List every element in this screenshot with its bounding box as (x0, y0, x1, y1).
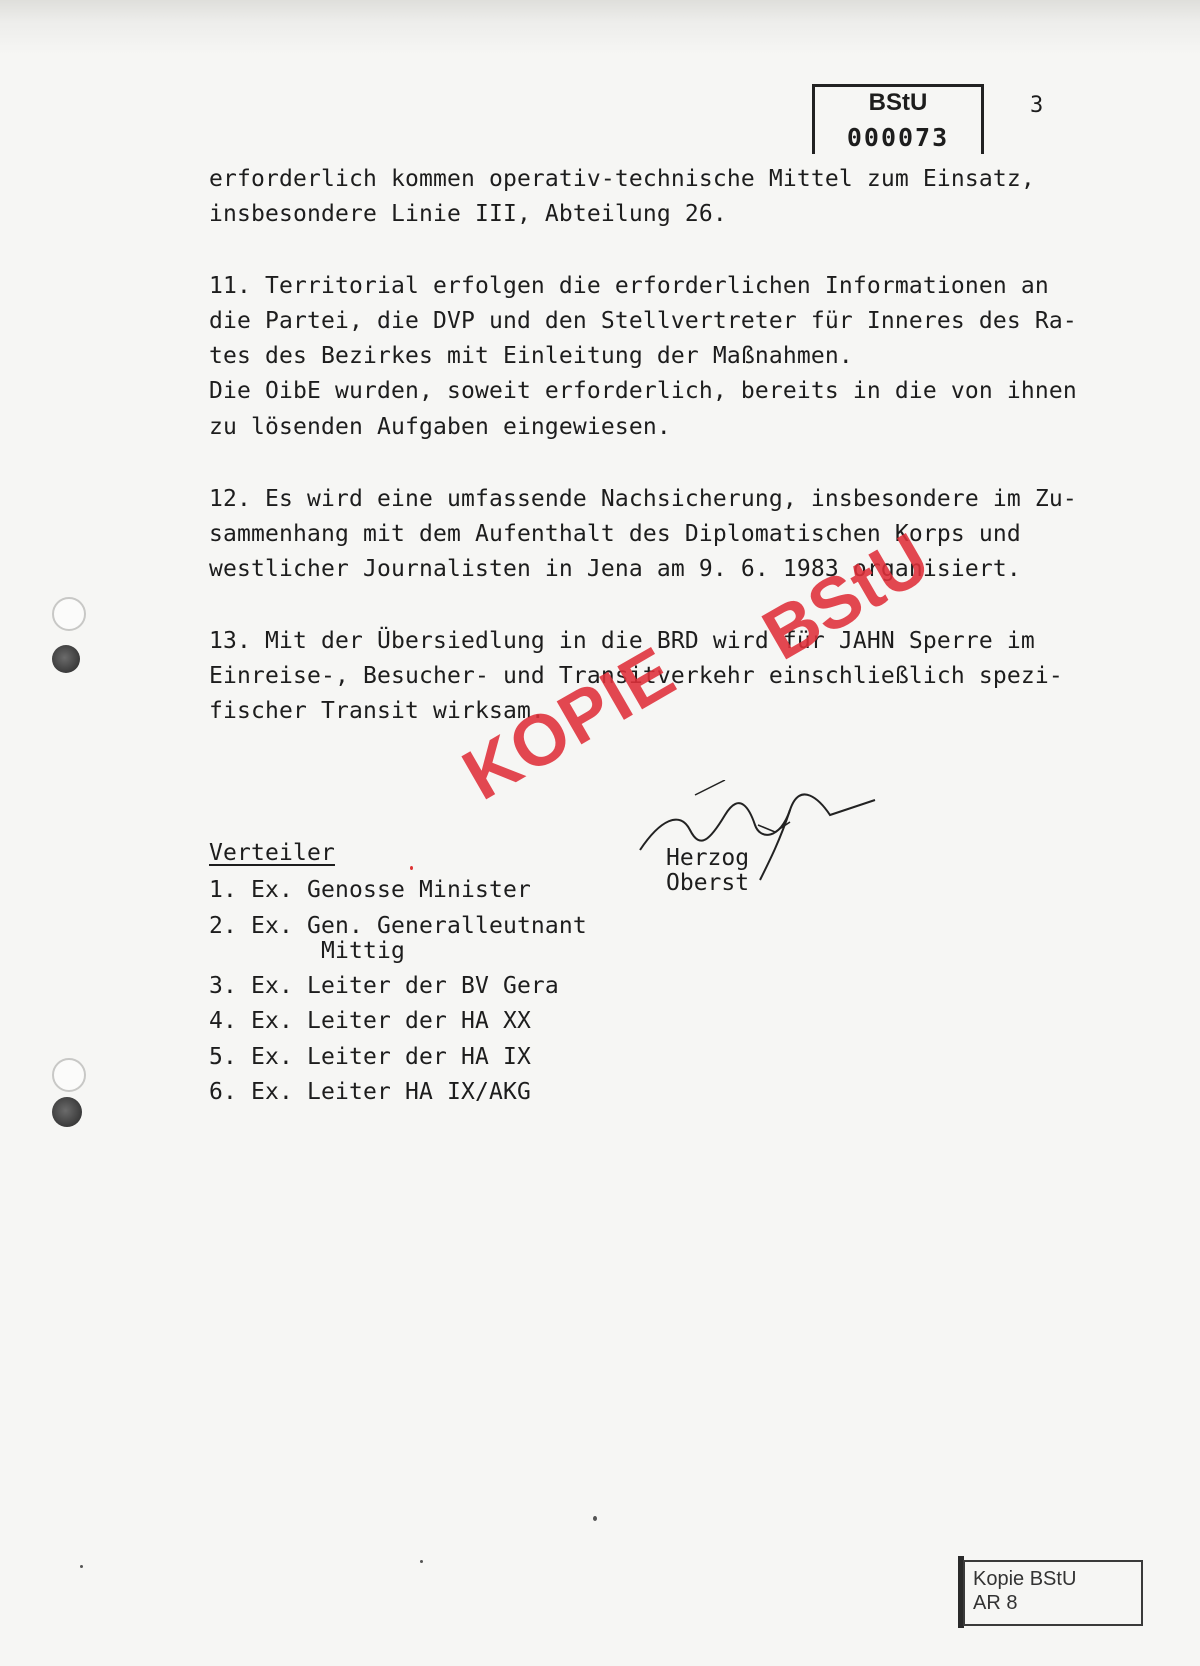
body-line: tes des Bezirkes mit Einleitung der Maßnahmen. (209, 343, 853, 369)
body-line: Die OibE wurden, soweit erforderlich, bereits in die von ihnen (209, 378, 1077, 404)
bottom-stamp-line1: Kopie BStU (973, 1568, 1077, 1590)
copy-stamp-bstu: BStU (750, 518, 943, 676)
speck (420, 1560, 423, 1563)
body-line: sammenhang mit dem Aufenthalt des Diplomatischen Korps und (209, 521, 1021, 547)
punch-hole-icon (52, 1058, 86, 1092)
body-line: erforderlich kommen operativ-technische Mittel zum Einsatz, (209, 166, 1035, 192)
body-line: fischer Transit wirksam. (209, 698, 545, 724)
signatory-name: Herzog (666, 845, 750, 871)
distribution-entry: 1. Ex. Genosse Minister (209, 877, 531, 903)
archive-stamp-title: BStU (868, 89, 928, 116)
punch-hole-icon (52, 597, 86, 631)
body-line: 12. Es wird eine umfassende Nachsicherung, insbesondere im Zu- (209, 486, 1077, 512)
archive-stamp-number: 000073 (846, 123, 950, 152)
distribution-heading: Verteiler (209, 840, 335, 866)
body-line: zu lösenden Aufgaben eingewiesen. (209, 414, 671, 440)
distribution-entry: 3. Ex. Leiter der BV Gera (209, 973, 559, 999)
punch-hole-icon (52, 1097, 82, 1127)
archive-stamp (812, 84, 984, 154)
speck (80, 1565, 83, 1568)
bottom-stamp-line2: AR 8 (973, 1592, 1018, 1614)
distribution-entry: 5. Ex. Leiter der HA IX (209, 1044, 531, 1070)
bottom-copy-stamp (963, 1560, 1143, 1626)
copy-stamp-kopie: KOPIE (450, 631, 689, 816)
page-number: 3 (1030, 93, 1044, 118)
body-line: insbesondere Linie III, Abteilung 26. (209, 201, 727, 227)
distribution-entry: 6. Ex. Leiter HA IX/AKG (209, 1079, 531, 1105)
body-line: westlicher Journalisten in Jena am 9. 6. 1983 organisiert. (209, 556, 1021, 582)
body-line: 13. Mit der Übersiedlung in die BRD wird für JAHN Sperre im (209, 628, 1035, 654)
scan-edge (0, 0, 1200, 55)
signatory-rank: Oberst (666, 870, 750, 896)
body-line: Einreise-, Besucher- und Transitverkehr einschließlich spezi- (209, 663, 1063, 689)
distribution-entry: 2. Ex. Gen. Generalleutnant (209, 913, 587, 939)
speck (410, 866, 413, 870)
punch-hole-icon (52, 645, 80, 673)
speck (593, 1516, 597, 1521)
distribution-entry: 4. Ex. Leiter der HA XX (209, 1008, 531, 1034)
body-line: die Partei, die DVP und den Stellvertreter für Inneres des Ra- (209, 308, 1077, 334)
body-line: 11. Territorial erfolgen die erforderlichen Informationen an (209, 273, 1049, 299)
distribution-entry: Mittig (209, 938, 405, 964)
